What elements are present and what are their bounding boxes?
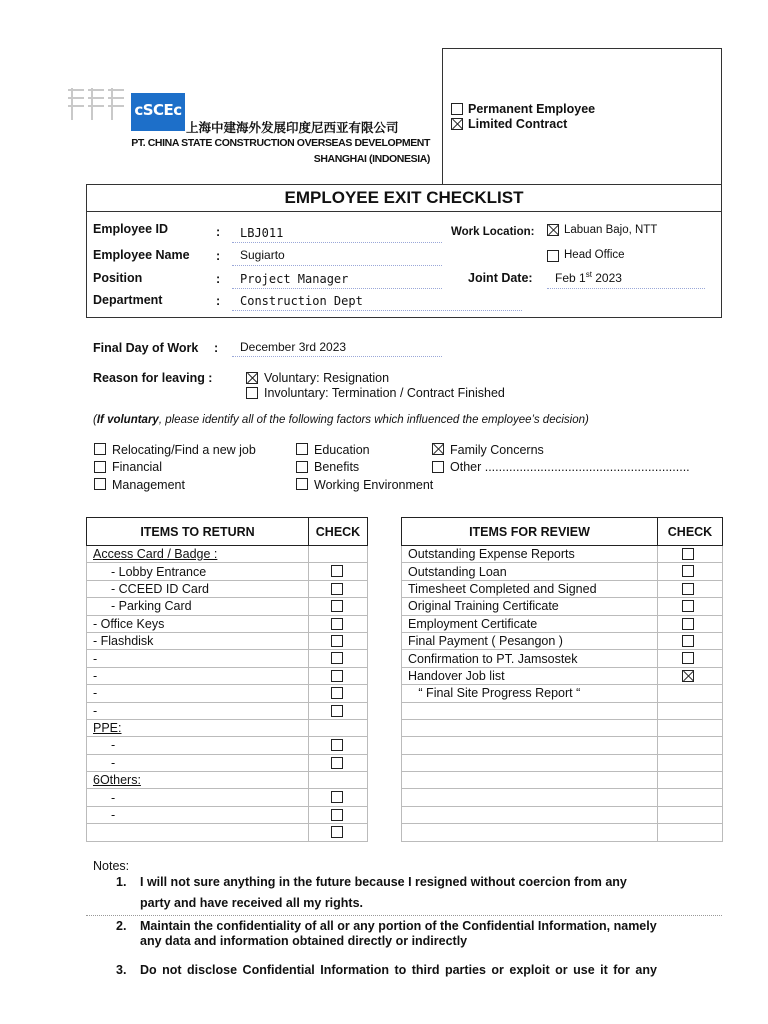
- note-3-number: 3.: [116, 963, 127, 977]
- factor-benefits-label: Benefits: [314, 460, 360, 474]
- note-1-line-2: party and have received all my rights.: [140, 896, 364, 910]
- review-row: [402, 546, 723, 563]
- return-item-label: -: [87, 789, 309, 806]
- return-row: [87, 702, 368, 719]
- review-item-label: Timesheet Completed and Signed: [402, 580, 658, 597]
- return-row: [87, 737, 368, 754]
- return-item-label: -: [87, 806, 309, 823]
- factor-family-concerns-label: Family Concerns: [450, 443, 544, 457]
- review-item-checkbox[interactable]: [682, 565, 694, 577]
- factor-education-checkbox[interactable]: [296, 443, 308, 455]
- review-item-check-cell: [658, 806, 723, 823]
- return-row: [87, 806, 368, 823]
- factor-relocating-checkbox[interactable]: [94, 443, 106, 455]
- factor-financial-label: Financial: [112, 460, 163, 474]
- position-label: Position: [93, 271, 143, 285]
- limited-contract-label: Limited Contract: [468, 117, 568, 131]
- return-item-label: -: [87, 737, 309, 754]
- review-item-checkbox[interactable]: [682, 652, 694, 664]
- joint-date-value[interactable]: [555, 270, 622, 285]
- review-item-checkbox[interactable]: [682, 618, 694, 630]
- return-row: [87, 650, 368, 667]
- review-item-label: [402, 772, 658, 789]
- review-item-label: Confirmation to PT. Jamsostek: [402, 650, 658, 667]
- note-2-number: 2.: [116, 919, 127, 933]
- return-row: [87, 632, 368, 649]
- factor-management-label: Management: [112, 478, 185, 492]
- return-item-label: -: [87, 702, 309, 719]
- review-row: [402, 598, 723, 615]
- review-row: [402, 737, 723, 754]
- department-value[interactable]: Construction Dept: [240, 294, 363, 308]
- review-item-label: [402, 737, 658, 754]
- review-item-check-cell: [658, 702, 723, 719]
- review-item-checkbox[interactable]: [682, 635, 694, 647]
- factor-other-checkbox[interactable]: [432, 461, 444, 473]
- review-item-label: “ Final Site Progress Report “: [402, 685, 658, 702]
- return-item-check-cell: [309, 806, 368, 823]
- employee-name-label: Employee Name: [93, 248, 190, 262]
- review-item-check-cell: [658, 789, 723, 806]
- employee-name-line: [232, 265, 442, 266]
- involuntary-checkbox[interactable]: [246, 387, 258, 399]
- return-row: [87, 546, 368, 563]
- return-item-checkbox[interactable]: [331, 583, 343, 595]
- review-item-check-cell: [658, 685, 723, 702]
- department-colon: :: [216, 294, 221, 308]
- return-item-label: -: [87, 667, 309, 684]
- review-item-label: Employment Certificate: [402, 615, 658, 632]
- return-item-label: [87, 824, 309, 841]
- note-3-line-1: Do not disclose Confidential Information to third parties or exploit or use it for any: [140, 963, 657, 977]
- return-item-label: -: [87, 650, 309, 667]
- return-item-checkbox[interactable]: [331, 635, 343, 647]
- review-row: [402, 702, 723, 719]
- review-item-label: Handover Job list: [402, 667, 658, 684]
- employee-id-value[interactable]: LBJ011: [240, 226, 284, 240]
- review-row: [402, 789, 723, 806]
- review-row: [402, 824, 723, 841]
- return-row: [87, 772, 368, 789]
- return-item-check-cell: [309, 737, 368, 754]
- factor-financial-checkbox[interactable]: [94, 461, 106, 473]
- review-item-check-cell: [658, 772, 723, 789]
- review-item-checkbox[interactable]: [682, 670, 694, 682]
- return-row: [87, 580, 368, 597]
- factors-note: [93, 414, 589, 426]
- return-item-label: -: [87, 685, 309, 702]
- review-item-label: [402, 754, 658, 771]
- return-item-check-cell: [309, 650, 368, 667]
- factor-working-environment-checkbox[interactable]: [296, 478, 308, 490]
- page-title: EMPLOYEE EXIT CHECKLIST: [284, 188, 524, 207]
- return-item-label: - Parking Card: [87, 598, 309, 615]
- review-item-check-cell: [658, 719, 723, 736]
- review-item-checkbox[interactable]: [682, 583, 694, 595]
- return-item-checkbox[interactable]: [331, 739, 343, 751]
- return-item-checkbox[interactable]: [331, 809, 343, 821]
- department-label: Department: [93, 293, 163, 307]
- review-item-label: Original Training Certificate: [402, 598, 658, 615]
- items-for-review-table: [401, 517, 723, 842]
- joint-date-suffix: st: [585, 270, 592, 279]
- return-row: [87, 719, 368, 736]
- note-2-line-1: Maintain the confidentiality of all or any portion of the Confidential Information, namely: [140, 919, 657, 933]
- items-to-return-table: [86, 517, 368, 842]
- items-for-review-header-item: ITEMS FOR REVIEW: [402, 518, 658, 546]
- involuntary-label: Involuntary: Termination / Contract Finished: [264, 386, 505, 400]
- note-2-line-2: any data and information obtained directly or indirectly: [140, 934, 468, 948]
- review-row: [402, 685, 723, 702]
- return-item-checkbox[interactable]: [331, 618, 343, 630]
- return-item-label: - Flashdisk: [87, 632, 309, 649]
- items-to-return-header: [87, 518, 368, 546]
- review-item-checkbox[interactable]: [682, 600, 694, 612]
- notes-label: Notes:: [93, 859, 130, 873]
- review-item-checkbox[interactable]: [682, 548, 694, 560]
- factor-relocating-label: Relocating/Find a new job: [112, 443, 256, 457]
- employee-name-value[interactable]: Sugiarto: [240, 248, 285, 262]
- return-item-check-cell: [309, 598, 368, 615]
- employee-id-line: [232, 242, 442, 243]
- return-item-check-cell: [309, 824, 368, 841]
- review-item-check-cell: [658, 737, 723, 754]
- position-line: [232, 288, 442, 289]
- factors-note-bold: If voluntary: [96, 414, 159, 426]
- return-item-check-cell: [309, 772, 368, 789]
- return-item-check-cell: [309, 685, 368, 702]
- return-item-checkbox[interactable]: [331, 757, 343, 769]
- review-row: [402, 632, 723, 649]
- permanent-employee-checkbox[interactable]: [451, 103, 463, 115]
- return-item-check-cell: [309, 580, 368, 597]
- factor-management-checkbox[interactable]: [94, 478, 106, 490]
- voluntary-label: Voluntary: Resignation: [264, 371, 390, 385]
- employee-id-colon: :: [216, 225, 221, 239]
- return-item-label: PPE:: [87, 719, 309, 736]
- return-item-checkbox[interactable]: [331, 687, 343, 699]
- note-1-line-1: I will not sure anything in the future because I resigned without coercion from any: [140, 875, 627, 889]
- review-item-label: [402, 789, 658, 806]
- return-item-checkbox[interactable]: [331, 826, 343, 838]
- return-item-checkbox[interactable]: [331, 705, 343, 717]
- review-item-label: Final Payment ( Pesangon ): [402, 632, 658, 649]
- return-item-label: - Lobby Entrance: [87, 563, 309, 580]
- factor-other-label: Other ...........................................................: [450, 460, 690, 474]
- return-row: [87, 598, 368, 615]
- return-item-checkbox[interactable]: [331, 791, 343, 803]
- review-item-check-cell: [658, 667, 723, 684]
- return-row: [87, 667, 368, 684]
- grid-logo-icon: [66, 86, 126, 122]
- return-item-check-cell: [309, 667, 368, 684]
- return-item-checkbox[interactable]: [331, 565, 343, 577]
- review-item-label: [402, 702, 658, 719]
- factor-education-label: Education: [314, 443, 370, 457]
- position-value[interactable]: Project Manager: [240, 272, 349, 286]
- company-english-name-2: SHANGHAI (INDONESIA): [313, 153, 430, 165]
- head-office-label: Head Office: [564, 249, 625, 261]
- return-row: [87, 824, 368, 841]
- return-item-check-cell: [309, 789, 368, 806]
- notes-divider: [86, 915, 722, 916]
- note-1-number: 1.: [116, 875, 127, 889]
- review-row: [402, 580, 723, 597]
- cscec-logo-text: cSCEc: [134, 101, 182, 119]
- return-item-check-cell: [309, 719, 368, 736]
- return-item-check-cell: [309, 632, 368, 649]
- review-item-check-cell: [658, 563, 723, 580]
- return-item-checkbox[interactable]: [331, 600, 343, 612]
- return-row: [87, 789, 368, 806]
- factor-working-environment-label: Working Environment: [314, 478, 434, 492]
- return-item-check-cell: [309, 754, 368, 771]
- review-item-check-cell: [658, 546, 723, 563]
- review-item-label: Outstanding Expense Reports: [402, 546, 658, 563]
- position-colon: :: [216, 272, 221, 286]
- company-chinese-name: 上海中建海外发展印度尼西亚有限公司: [186, 120, 399, 135]
- final-day-label: Final Day of Work: [93, 341, 199, 355]
- items-for-review-header-check: CHECK: [658, 518, 723, 546]
- return-item-label: - Office Keys: [87, 615, 309, 632]
- review-item-label: Outstanding Loan: [402, 563, 658, 580]
- return-item-check-cell: [309, 546, 368, 563]
- review-row: [402, 772, 723, 789]
- cscec-logo: [131, 93, 185, 131]
- review-item-check-cell: [658, 632, 723, 649]
- review-item-label: [402, 806, 658, 823]
- employee-name-colon: :: [216, 249, 221, 263]
- labuan-bajo-checkbox[interactable]: [547, 224, 559, 236]
- return-item-label: -: [87, 754, 309, 771]
- return-item-label: Access Card / Badge :: [87, 546, 309, 563]
- reason-label: Reason for leaving :: [93, 371, 213, 385]
- review-row: [402, 615, 723, 632]
- factor-family-concerns-checkbox[interactable]: [432, 443, 444, 455]
- review-item-check-cell: [658, 598, 723, 615]
- items-to-return-header-check: CHECK: [309, 518, 368, 546]
- employee-id-label: Employee ID: [93, 222, 169, 236]
- review-row: [402, 754, 723, 771]
- final-day-line: [232, 356, 442, 357]
- return-item-label: 6Others:: [87, 772, 309, 789]
- return-row: [87, 685, 368, 702]
- review-item-label: [402, 824, 658, 841]
- return-row: [87, 615, 368, 632]
- factors-note-open: (: [93, 414, 97, 426]
- items-for-review-header: [402, 518, 723, 546]
- review-item-check-cell: [658, 754, 723, 771]
- review-item-check-cell: [658, 615, 723, 632]
- company-english-name: PT. CHINA STATE CONSTRUCTION OVERSEAS DEVELOPMENT: [131, 137, 430, 149]
- voluntary-checkbox[interactable]: [246, 372, 258, 384]
- return-item-check-cell: [309, 563, 368, 580]
- limited-contract-checkbox[interactable]: [451, 118, 463, 130]
- factors-note-rest: , please identify all of the following factors which influenced the employee’s decision): [158, 414, 589, 426]
- labuan-bajo-label: Labuan Bajo, NTT: [564, 224, 658, 236]
- joint-date-day: Feb 1: [555, 271, 586, 285]
- return-row: [87, 563, 368, 580]
- joint-date-label: Joint Date:: [468, 271, 533, 285]
- review-item-check-cell: [658, 580, 723, 597]
- final-day-colon: :: [214, 341, 219, 355]
- return-item-check-cell: [309, 702, 368, 719]
- return-row: [87, 754, 368, 771]
- return-item-check-cell: [309, 615, 368, 632]
- final-day-value[interactable]: December 3rd 2023: [240, 340, 347, 354]
- permanent-employee-label: Permanent Employee: [468, 102, 596, 116]
- review-row: [402, 667, 723, 684]
- review-row: [402, 650, 723, 667]
- work-location-label: Work Location:: [451, 226, 535, 238]
- return-item-checkbox[interactable]: [331, 652, 343, 664]
- review-item-check-cell: [658, 650, 723, 667]
- joint-date-line: [547, 288, 705, 289]
- review-row: [402, 719, 723, 736]
- head-office-checkbox[interactable]: [547, 250, 559, 262]
- items-to-return-header-item: ITEMS TO RETURN: [87, 518, 309, 546]
- return-item-checkbox[interactable]: [331, 670, 343, 682]
- joint-date-year: 2023: [591, 271, 622, 285]
- department-line: [232, 310, 522, 311]
- review-row: [402, 806, 723, 823]
- review-item-label: [402, 719, 658, 736]
- review-item-check-cell: [658, 824, 723, 841]
- return-item-label: - CCEED ID Card: [87, 580, 309, 597]
- review-row: [402, 563, 723, 580]
- factor-benefits-checkbox[interactable]: [296, 461, 308, 473]
